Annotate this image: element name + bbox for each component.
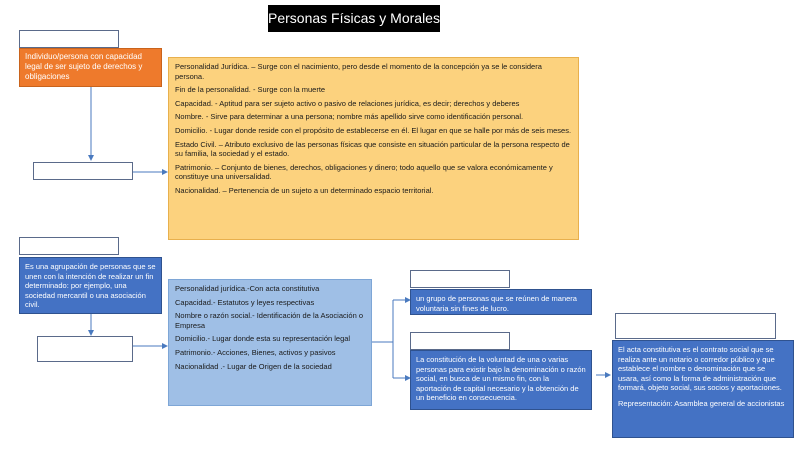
group-label-box [410, 270, 510, 288]
attr-domicilio: Domicilio. - Lugar donde reside con el propósito de establecerse en él. El lugar en que se halle por más de seis meses. [175, 125, 572, 135]
attr-nacionalidad: Nacionalidad. – Pertenencia de un sujeto a un determinado espacio territorial. [175, 185, 434, 195]
representation-text: Representación: Asamblea general de accionistas [618, 398, 785, 408]
moral-attr-nacionalidad: Nacionalidad .- Lugar de Origen de la sociedad [175, 361, 332, 371]
moral-attr-domicilio: Domicilio.- Lugar donde esta su representación legal [175, 334, 351, 344]
fisica-attributes-label-box [33, 162, 133, 180]
fisica-label-box [19, 30, 119, 48]
group-definition-box: un grupo de personas que se reúnen de manera voluntaria sin fines de lucro. [410, 289, 592, 315]
moral-attributes-box [168, 279, 372, 406]
acta-label-box [615, 313, 776, 339]
acta-text: El acta constitutiva es el contrato social que se realiza ante un notario o corredor público y que establece el nombre o denominación que se usara, así como la forma de administración que formará, objeto social, sus socios y aportaciones. [618, 345, 782, 393]
attr-capacidad: Capacidad. - Aptitud para ser sujeto activo o pasivo de relaciones jurídica, es decir; derechos y deberes [175, 98, 520, 108]
constitution-definition-box: La constitución de la voluntad de una o varias personas para existir bajo la denominación o razón social, en busca de un mismo fin, con la aportación de capital necesario y la obtención de un beneficio en consecuencia. [410, 350, 592, 410]
moral-attr-personalidad: Personalidad jurídica.-Con acta constitutiva [175, 284, 320, 293]
moral-attributes-label-box [37, 336, 133, 362]
attr-personalidad: Personalidad Jurídica. – Surge con el nacimiento, pero desde el momento de la concepción ya se le considera persona. [175, 62, 542, 81]
moral-attr-nombre: Nombre o razón social.- Identificación de la Asociación o Empresa [175, 311, 364, 330]
fisica-definition-box: Individuo/persona con capacidad legal de ser sujeto de derechos y obligaciones [19, 48, 162, 87]
attr-estado-civil: Estado Civil. – Atributo exclusivo de las personas físicas que consiste en situación particular de la persona respecto de su familia, la sociedad y el estado. [175, 139, 570, 159]
constitution-label-box [410, 332, 510, 350]
page-title: Personas Físicas y Morales [268, 5, 440, 32]
moral-attr-patrimonio: Patrimonio.- Acciones, Bienes, activos y pasivos [175, 347, 336, 357]
moral-definition-box: Es una agrupación de personas que se unen con la intención de realizar un fin determinado: por ejemplo, una sociedad mercantil o una asociación civil. [19, 257, 162, 314]
fisica-attributes-box [168, 57, 579, 240]
attr-nombre: Nombre. - Sirve para determinar a una persona; nombre más apellido sirve como identificación personal. [175, 112, 524, 122]
attr-patrimonio: Patrimonio. – Conjunto de bienes, derechos, obligaciones y dinero; todo aquello que se valora económicamente y constituye una universalidad. [175, 162, 553, 182]
moral-label-box [19, 237, 119, 255]
moral-attr-capacidad: Capacidad.- Estatutos y leyes respectivas [175, 297, 315, 307]
acta-definition-box [612, 340, 794, 438]
attr-fin-personalidad: Fin de la personalidad. - Surge con la muerte [175, 85, 326, 95]
